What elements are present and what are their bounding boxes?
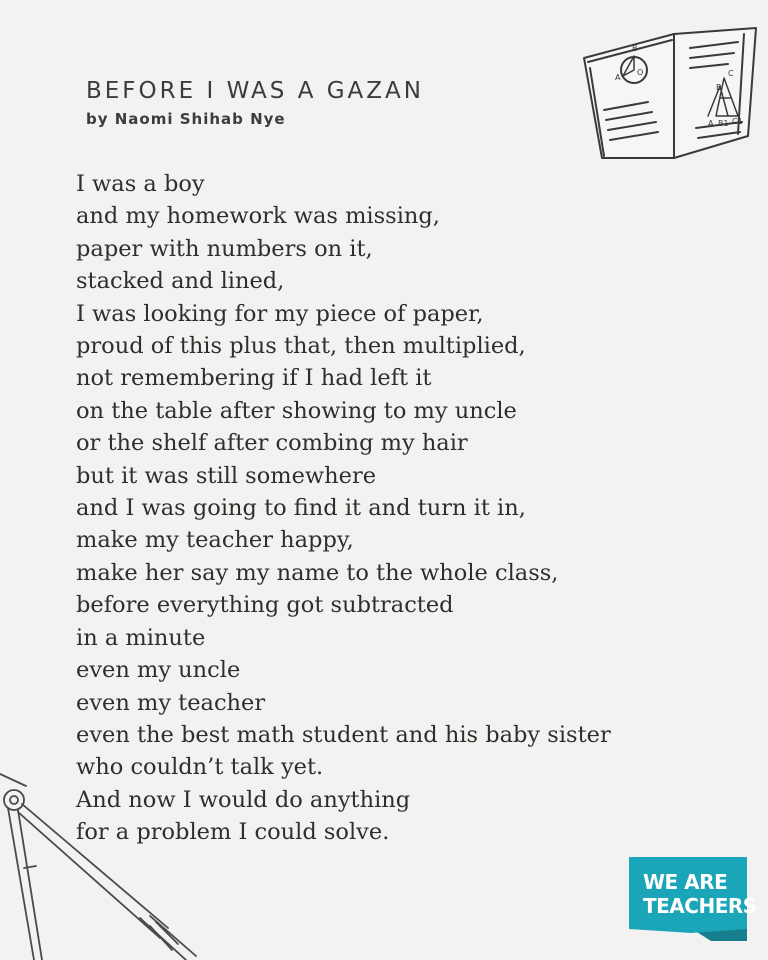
poem-line: in a minute <box>76 624 206 651</box>
book-label: B1 <box>718 119 729 128</box>
poem-line: even the best math student and his baby sister <box>76 721 611 748</box>
poem-line: and my homework was missing, <box>76 203 440 230</box>
logo-line-2: TEACHERS <box>643 894 757 918</box>
poem-title: BEFORE I WAS A GAZAN <box>86 78 424 104</box>
poem-line: even my uncle <box>76 657 241 684</box>
poem-line: I was a boy <box>76 171 205 197</box>
book-label: B <box>632 44 638 53</box>
poem-line: but it was still somewhere <box>76 462 377 489</box>
poem-byline: by Naomi Shihab Nye <box>86 110 286 128</box>
book-label: A <box>708 119 714 128</box>
book-label: B <box>716 83 722 92</box>
book-label: C1 <box>732 117 743 126</box>
poem-line: or the shelf after combing my hair <box>76 430 468 457</box>
book-label: O <box>637 68 644 77</box>
poem-line: stacked and lined, <box>76 268 285 295</box>
poem-line: before everything got subtracted <box>76 592 454 619</box>
book-label: A <box>615 73 621 82</box>
poem-line: who couldn’t talk yet. <box>76 754 324 781</box>
logo-line-1: WE ARE <box>643 870 728 894</box>
poem-line: I was looking for my piece of paper, <box>76 300 484 327</box>
poem-line: for a problem I could solve. <box>76 819 390 846</box>
book-label: C <box>728 69 734 78</box>
logo-text <box>643 870 757 918</box>
we-are-teachers-logo <box>629 857 757 941</box>
poem-line: not remembering if I had left it <box>76 365 432 392</box>
poem-line: proud of this plus that, then multiplied, <box>76 333 526 360</box>
open-math-book-icon <box>578 18 758 168</box>
poem-line: even my teacher <box>76 689 266 716</box>
poem-line: on the table after showing to my uncle <box>76 397 517 424</box>
poem-line: make my teacher happy, <box>76 527 354 554</box>
poem-line: And now I would do anything <box>76 786 411 813</box>
poem-line: and I was going to find it and turn it in, <box>76 495 526 522</box>
poem-line: make her say my name to the whole class, <box>76 559 559 586</box>
drawing-compass-icon <box>0 738 200 960</box>
poem-line: paper with numbers on it, <box>76 235 373 262</box>
